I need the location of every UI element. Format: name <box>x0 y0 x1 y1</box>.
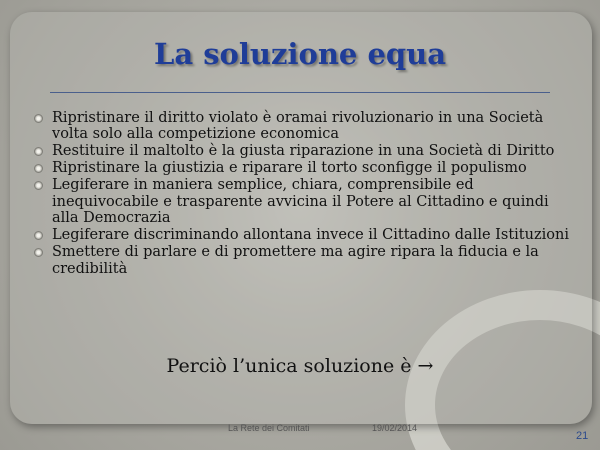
bullet-list <box>34 110 574 278</box>
slide-title: La soluzione equa <box>153 37 447 71</box>
title-divider <box>50 92 550 93</box>
footer-organization: La Rete dei Comitati <box>228 423 310 433</box>
bullet-text: Smettere di parlare e di promettere ma agire ripara la fiducia e la credibilità <box>52 244 539 277</box>
bullet-text: Legiferare in maniera semplice, chiara, comprensibile ed inequivocabile e trasparente avvicina il Potere al Cittadino e quindi alla Democrazia <box>52 177 549 227</box>
bullet-item <box>34 227 574 243</box>
bullet-text: Restituire il maltolto è la giusta riparazione in una Società di Diritto <box>52 143 555 160</box>
conclusion-text: Perciò l’unica soluzione è → <box>166 355 434 377</box>
ring-bullet-icon <box>34 248 43 257</box>
bullet-item <box>34 143 574 159</box>
footer-date: 19/02/2014 <box>372 423 418 433</box>
ring-bullet-icon <box>34 181 43 190</box>
ring-bullet-icon <box>34 164 43 173</box>
ring-bullet-icon <box>34 231 43 240</box>
page-number: 21 <box>576 430 589 442</box>
ring-bullet-icon <box>34 114 43 123</box>
bullet-item <box>34 110 574 143</box>
bullet-item <box>34 160 574 176</box>
bullet-text: Ripristinare il diritto violato è oramai rivoluzionario in una Società volta solo alla competizione economica <box>52 110 544 143</box>
ring-bullet-icon <box>34 147 43 156</box>
bullet-item <box>34 244 574 277</box>
bullet-text: Legiferare discriminando allontana invece il Cittadino dalle Istituzioni <box>52 227 569 244</box>
bullet-item <box>34 177 574 226</box>
bullet-text: Ripristinare la giustizia e riparare il torto sconfigge il populismo <box>52 160 527 177</box>
